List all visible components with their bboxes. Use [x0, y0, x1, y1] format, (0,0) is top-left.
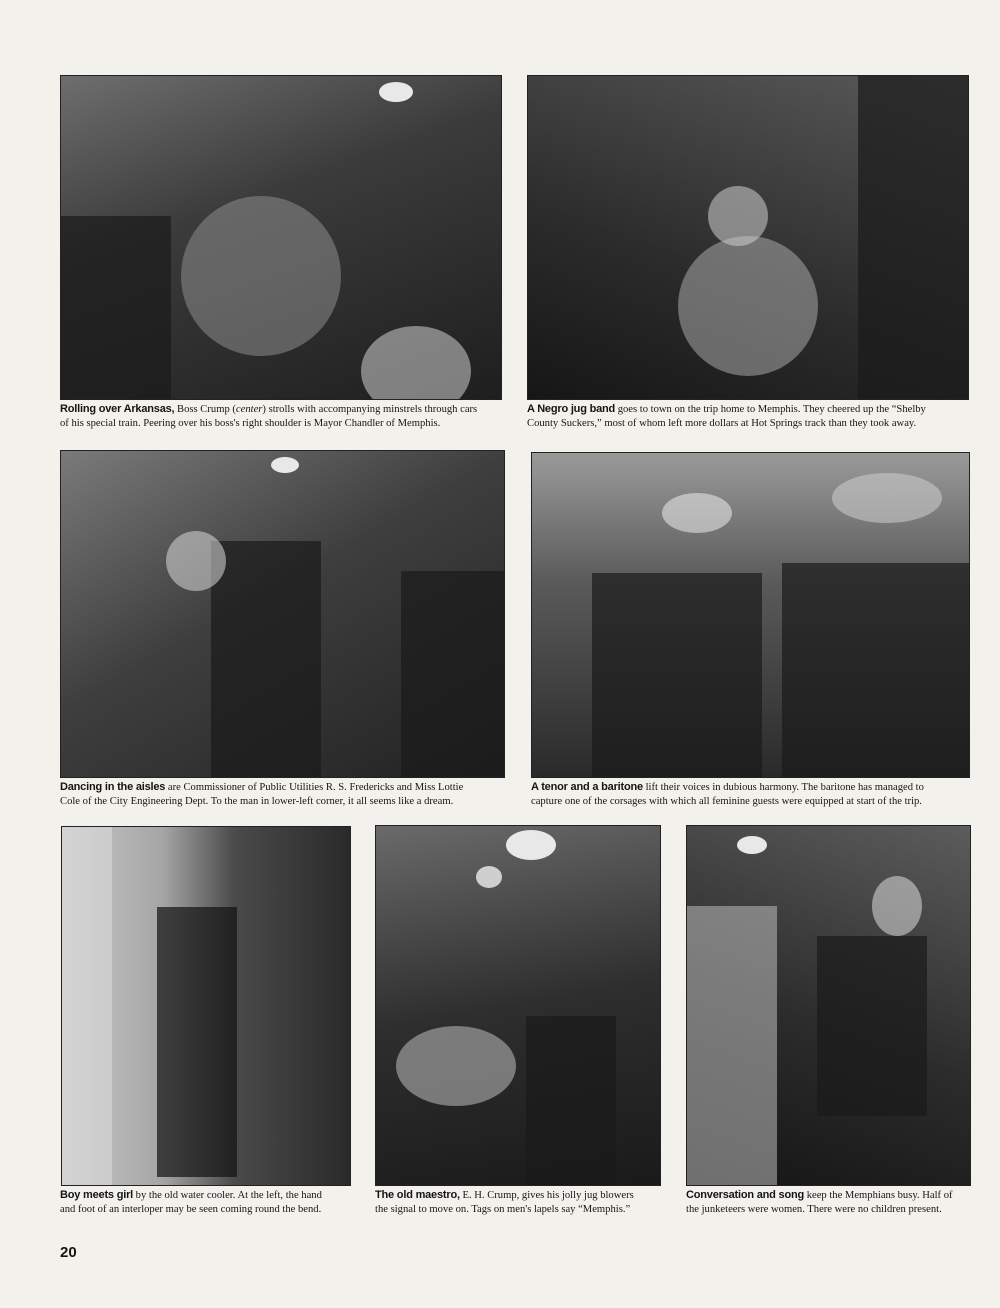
photo-negro-jug-band [527, 75, 969, 400]
caption-lead: The old maestro, [375, 1189, 460, 1201]
photo-tenor-and-baritone [531, 452, 970, 778]
caption-tenor-and-baritone: A tenor and a baritone lift their voices in dubious harmony. The baritone has managed to capture one of the corsages with which all feminine guests were equipped at start of the trip. [531, 781, 924, 807]
photo-conversation-and-song [686, 825, 971, 1186]
caption-lead: A tenor and a baritone [531, 781, 643, 793]
caption-negro-jug-band: A Negro jug band goes to town on the trip home to Memphis. They cheered up the “Shelby County Suckers,” most of whom left more dollars at Hot Springs track than they took away. [527, 403, 926, 429]
caption-lead: Rolling over Arkansas, [60, 403, 175, 415]
caption-lead: Dancing in the aisles [60, 781, 166, 793]
photo-boy-meets-girl [61, 826, 351, 1186]
caption-lead: A Negro jug band [527, 403, 616, 415]
caption-dancing-in-the-aisles: Dancing in the aisles are Commissioner of Public Utilities R. S. Fredericks and Miss Lottie Cole of the City Engineering Dept. To the man in lower-left corner, it all seems like a dream. [60, 781, 464, 807]
caption-conversation-and-song: Conversation and song keep the Memphians busy. Half of the junketeers were women. There were no children present. [686, 1189, 953, 1215]
photo-old-maestro [375, 825, 661, 1186]
caption-rolling-over-arkansas: Rolling over Arkansas, Boss Crump (center) strolls with accompanying minstrels through cars of his special train. Peering over his boss's right shoulder is Mayor Chandler of Memphis. [60, 403, 478, 429]
page-number: 20 [60, 1244, 77, 1261]
photo-rolling-over-arkansas [60, 75, 502, 400]
caption-boy-meets-girl: Boy meets girl by the old water cooler. At the left, the hand and foot of an interloper may be seen coming round the bend. [60, 1189, 322, 1215]
caption-lead: Conversation and song [686, 1189, 805, 1201]
caption-old-maestro: The old maestro, E. H. Crump, gives his jolly jug blowers the signal to move on. Tags on men's lapels say “Memphis.” [375, 1189, 634, 1215]
caption-lead: Boy meets girl [60, 1189, 134, 1201]
photo-dancing-in-the-aisles [60, 450, 505, 778]
